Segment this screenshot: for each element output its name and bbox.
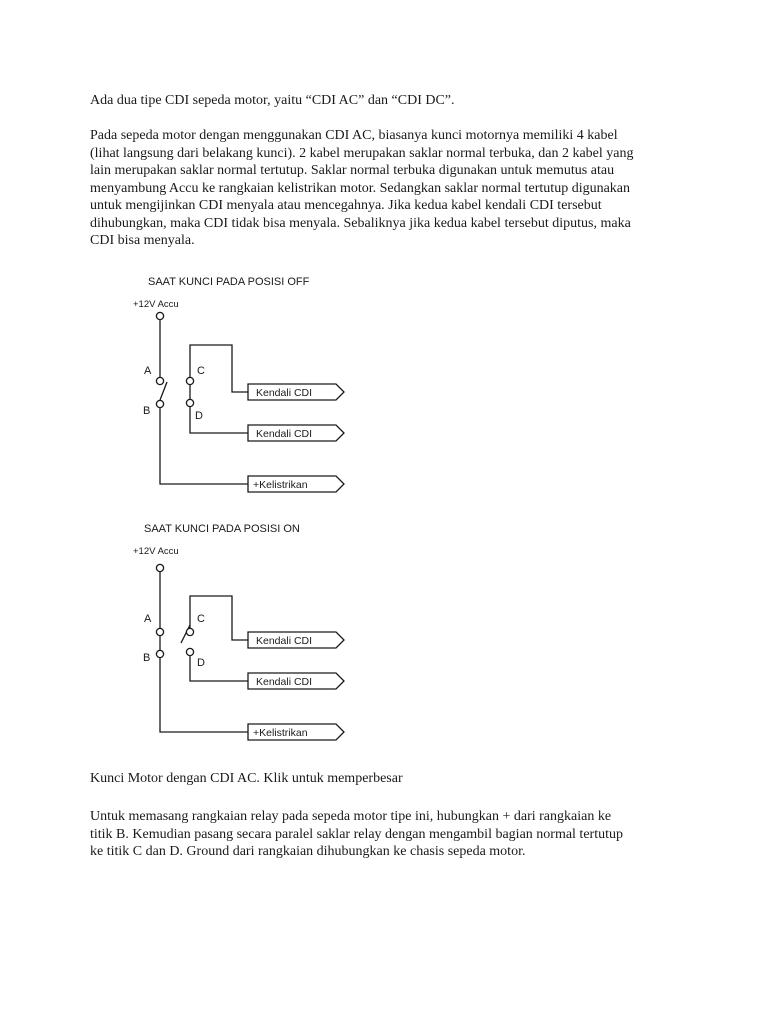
label-point-b: B xyxy=(143,405,151,417)
label-point-d: D xyxy=(197,657,205,669)
terminal-c xyxy=(186,377,193,384)
diagram-key-on xyxy=(133,523,344,740)
label-point-b: B xyxy=(143,652,151,664)
terminal-a xyxy=(156,377,163,384)
terminal-b xyxy=(156,650,163,657)
relay-paragraph: Untuk memasang rangkaian relay pada sepeda motor tipe ini, hubungkan + dari rangkaian ke titik B. Kemudian pasang secara paralel saklar relay dengan mengambil bagian normal tertutup ke titik C dan D. Ground dari rangkaian dihubungkan ke chasis sepeda motor. xyxy=(90,809,623,859)
diagram-off-title: SAAT KUNCI PADA POSISI OFF xyxy=(148,276,310,288)
terminal-d xyxy=(186,399,193,406)
diagram-off-supply-label: +12V Accu xyxy=(133,299,179,310)
terminal-c xyxy=(186,628,193,635)
diagram-key-off xyxy=(133,276,344,492)
output-label-cdi-2: Kendali CDI xyxy=(256,428,313,440)
label-point-a: A xyxy=(144,613,152,625)
output-label-kelistrikan: +Kelistrikan xyxy=(253,727,308,739)
terminal-supply xyxy=(156,564,163,571)
label-point-a: A xyxy=(144,365,152,377)
diagram-on-supply-label: +12V Accu xyxy=(133,546,179,557)
output-label-cdi-1: Kendali CDI xyxy=(256,635,313,647)
label-point-c: C xyxy=(197,365,205,377)
label-point-d: D xyxy=(195,410,203,422)
label-point-c: C xyxy=(197,613,205,625)
diagram-on-title: SAAT KUNCI PADA POSISI ON xyxy=(144,523,300,535)
wire-b-to-kelistrikan xyxy=(160,408,248,484)
output-label-cdi-2: Kendali CDI xyxy=(256,676,313,688)
terminal-a xyxy=(156,628,163,635)
terminal-supply xyxy=(156,312,163,319)
terminal-d xyxy=(186,648,193,655)
intro-paragraph: Ada dua tipe CDI sepeda motor, yaitu “CDI AC” dan “CDI DC”. xyxy=(90,93,455,108)
output-label-cdi-1: Kendali CDI xyxy=(256,387,313,399)
terminal-b xyxy=(156,400,163,407)
output-label-kelistrikan: +Kelistrikan xyxy=(253,479,308,491)
cdi-ac-paragraph: Pada sepeda motor dengan menggunakan CDI AC, biasanya kunci motornya memiliki 4 kabel (lihat langsung dari belakang kunci). 2 kabel merupakan saklar normal terbuka, dan 2 kabel yang lain merupakan saklar normal tertutup. Saklar normal terbuka digunakan untuk memutus atau menyambung Accu ke rangkaian kelistrikan motor. Sedangkan saklar normal tertutup digunakan untuk mengijinkan CDI menyala atau mencegahnya. Jika kedua kabel kendali CDI tersebut dihubungkan, maka CDI tidak bisa menyala. Sebaliknya jika kedua kabel tersebut diputus, maka CDI bisa menyala. xyxy=(90,128,634,248)
diagram-caption: Kunci Motor dengan CDI AC. Klik untuk memperbesar xyxy=(90,771,403,786)
wire-b-to-kelistrikan xyxy=(160,658,248,732)
